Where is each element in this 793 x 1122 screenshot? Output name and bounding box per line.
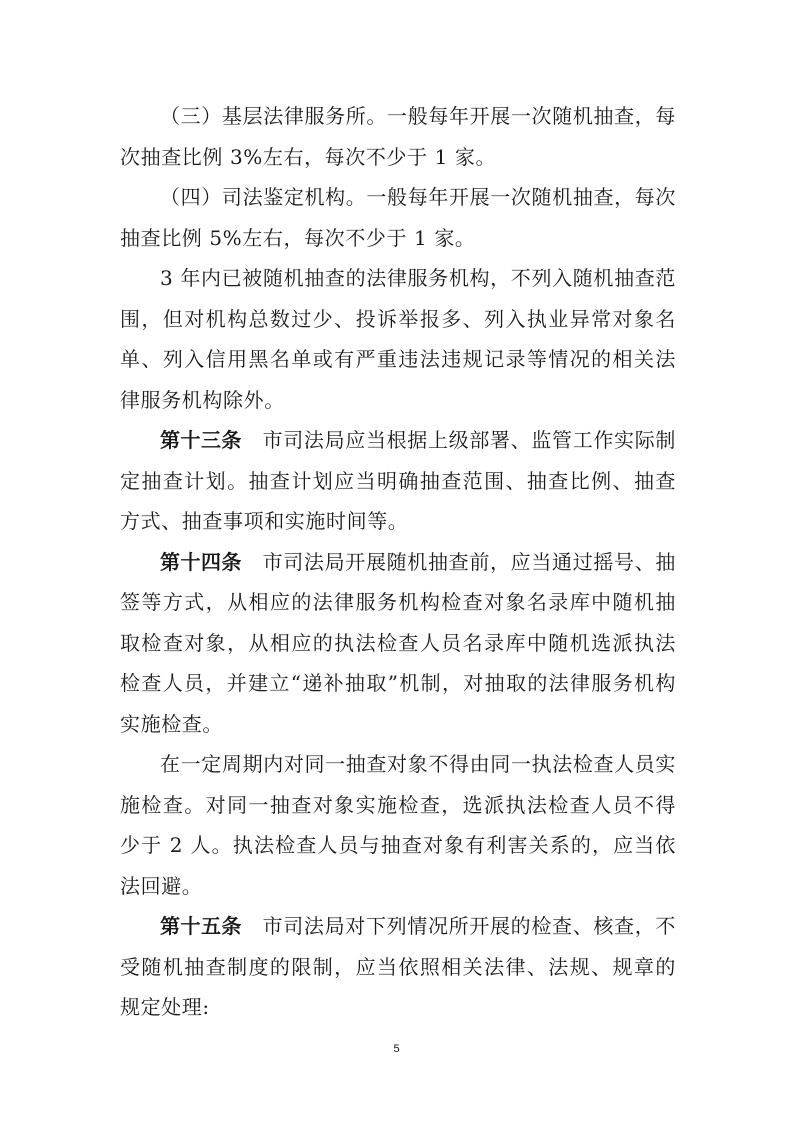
article-heading: 第十三条 (160, 428, 242, 452)
document-body (120, 96, 676, 1028)
article-heading: 第十四条 (160, 549, 242, 574)
paragraph-text: （三）基层法律服务所。一般每年开展一次随机抽查，每次抽查比例 3%左右，每次不少于 1 家。 (120, 104, 676, 169)
paragraph-grassroots-legal-service (120, 96, 676, 177)
page-number: 5 (393, 1043, 400, 1055)
paragraph-text: （四）司法鉴定机构。一般每年开展一次随机抽查，每次抽查比例 5%左右，每次不少于 1 家。 (120, 185, 676, 250)
paragraph-exclusion-rule (120, 258, 676, 420)
paragraph-text: 市司法局对下列情况所开展的检查、核查，不受随机抽查制度的限制，应当依照相关法律、法规、规章的规定处理: (120, 914, 676, 1019)
article-13 (120, 420, 676, 542)
paragraph-text: 在一定周期内对同一抽查对象不得由同一执法检查人员实施检查。对同一抽查对象实施检查，选派执法检查人员不得少于 2 人。执法检查人员与抽查对象有利害关系的，应当依法回避。 (120, 752, 676, 898)
paragraph-judicial-appraisal (120, 177, 676, 258)
paragraph-inspection-rotation (120, 744, 676, 906)
paragraph-text: 市司法局应当根据上级部署、监管工作实际制定抽查计划。抽查计划应当明确抽查范围、抽查比例、抽查方式、抽查事项和实施时间等。 (120, 428, 676, 533)
article-15 (120, 906, 676, 1028)
article-heading: 第十五条 (160, 914, 242, 938)
article-14 (120, 542, 676, 745)
paragraph-text: 3 年内已被随机抽查的法律服务机构，不列入随机抽查范围，但对机构总数过少、投诉举报多、列入执业异常对象名单、列入信用黑名单或有严重违法违规记录等情况的相关法律服务机构除外。 (120, 266, 676, 412)
paragraph-text: 市司法局开展随机抽查前，应当通过摇号、抽签等方式，从相应的法律服务机构检查对象名录库中随机抽取检查对象，从相应的执法检查人员名录库中随机选派执法检查人员，并建立“递补抽取”机制，对抽取的法律服务机构实施检查。 (120, 549, 676, 736)
